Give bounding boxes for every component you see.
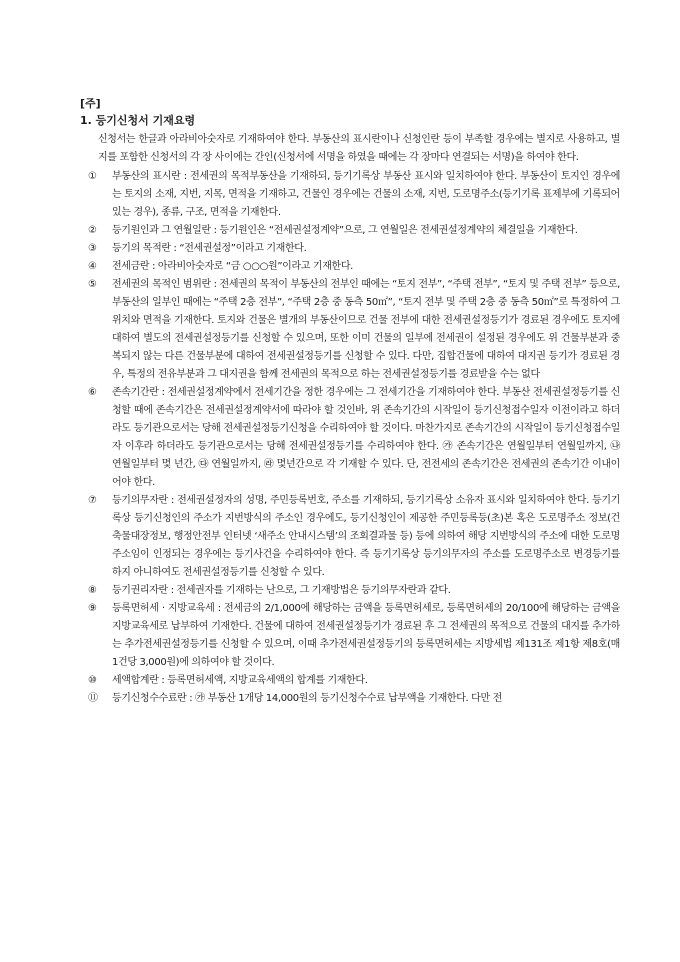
- list-item: [80, 672, 620, 690]
- intro-paragraph: 신청서는 한글과 아라비아숫자로 기재하여야 한다. 부동산의 표시란이나 신청인란 등이 부족할 경우에는 별지로 사용하고, 별지를 포함한 신청서의 각 장 사이에는 간인(신청서에 서명을 하였을 때에는 각 장마다 연결되는 서명)을 하여야 한다.: [98, 134, 620, 163]
- item-text: 등기신청수수료란 : ㉮ 부동산 1개당 14,000원의 등기신청수수료 납부액을 기재한다. 다만 전: [112, 693, 502, 704]
- item-text: 전세금란 : 아라비아숫자로 “금 ○○○원”이라고 기재한다.: [112, 261, 353, 272]
- list-item: [80, 276, 620, 384]
- item-text: 등기의 목적란 : “전세권설정”이라고 기재한다.: [112, 243, 307, 254]
- item-text: 등록면허세 · 지방교육세 : 전세금의 2/1,000에 해당하는 금액을 등록면허세로, 등록면허세의 20/100에 해당하는 금액을 지방교육세로 납부하여 기재한다. 건물에 대하여 전세권설정등기가 경료된 후 그 전세권의 목적으로 건물의 대지를 추가하는 추가전세권설정등기를 신청할 수 있으며, 이때 추가전세권설정등기의 등록면허세는 지방세법 제131조 제1항 제8호(매 1건당 3,000원)에 의하여야 할 것이다.: [112, 603, 620, 668]
- item-text: 존속기간란 : 전세권설정계약에서 전세기간을 정한 경우에는 그 전세기간을 기재하여야 한다. 부동산 전세권설정등기를 신청할 때에 존속기간은 전세권설정계약서에 따라야 할 것인바, 위 존속기간의 시작일이 등기신청접수일자 이전이라고 하더라도 등기관으로서는 당해 전세권설정등기신청을 수리하여야 할 것이다. 마찬가지로 존속기간의 시작일이 등기신청접수일자 이후라 하더라도 등기관으로서는 당해 전세권설정등기를 수리하여야 한다. ㉮ 존속기간은 연월일부터 연월일까지, ㉯ 연월일부터 몇 년간, ㉰ 연월일까지, ㉱ 몇년간으로 각 기재할 수 있다. 단, 전전세의 존속기간은 전세권의 존속기간 이내이어야 한다.: [112, 387, 620, 488]
- item-text: 등기원인과 그 연월일란 : 등기원인은 “전세권설정계약”으로, 그 연월일은 전세권설정계약의 체결일을 기재한다.: [112, 225, 578, 236]
- item-number: ⑤: [88, 279, 97, 290]
- list-item: [80, 600, 620, 672]
- item-number: ⑧: [88, 585, 97, 596]
- item-text: 전세권의 목적인 범위란 : 전세권의 목적이 부동산의 전부인 때에는 “토지 전부”, “주택 전부”, “토지 및 주택 전부” 등으로, 부동산의 일부인 때에는 “주택 2층 전부”, “주택 2층 중 동측 50㎡”, “토지 전부 및 주택 2층 중 동측 50㎡”로 특정하여 그 위치와 면적을 기재한다. 토지와 건물은 별개의 부동산이므로 건물 전부에 대한 전세권설정등기가 경료된 경우에도 토지에 대하여 별도의 전세권설정등기를 신청할 수 있으며, 또한 이미 건물의 일부에 전세권이 설정된 경우에도 위 건물부분과 중복되지 않는 다른 건물부분에 대하여 전세권설정등기를 신청할 수 있다. 다만, 집합건물에 대하여 대지권 등기가 경료된 경우, 특정의 전유부분과 그 대지권을 함께 전세권의 목적으로 하는 전세권설정등기를 경료받을 수는 없다: [112, 279, 620, 380]
- section-title: 1. 등기신청서 기재요령: [80, 114, 196, 127]
- item-text: 등기의무자란 : 전세권설정자의 성명, 주민등록번호, 주소를 기재하되, 등기기록상 소유자 표시와 일치하여야 한다. 등기기록상 등기신청인의 주소가 지번방식의 주소인 경우에도, 등기신청인이 제공한 주민등록등(초)본 혹은 도로명주소 정보(건축물대장정보, 행정안전부 인터넷 ‘새주소 안내시스템’의 조회결과물 등) 등에 의하여 해당 지번방식의 주소에 대한 도로명주소임이 인정되는 경우에는 등기사건을 수리하여야 한다. 즉 등기기록상 등기의무자의 주소를 도로명주소로 변경등기를 하지 아니하여도 전세권설정등기를 신청할 수 있다.: [112, 495, 620, 578]
- item-number: ⑪: [88, 693, 98, 704]
- list-item: [80, 582, 620, 600]
- item-text: 부동산의 표시란 : 전세권의 목적부동산을 기재하되, 등기기록상 부동산 표시와 일치하여야 한다. 부동산이 토지인 경우에는 토지의 소재, 지번, 지목, 면적을 기재하고, 건물인 경우에는 건물의 소재, 지번, 도로명주소(등기기록 표제부에 기록되어 있는 경우), 종류, 구조, 면적을 기재한다.: [112, 171, 620, 218]
- item-number: ⑦: [88, 495, 97, 506]
- list-item: [80, 222, 620, 240]
- item-number: ⑥: [88, 387, 97, 398]
- list-item: [80, 384, 620, 492]
- list-item: [80, 258, 620, 276]
- instruction-list: [80, 168, 620, 708]
- item-text: 등기권리자란 : 전세권자를 기재하는 난으로, 그 기재방법은 등기의무자란과 같다.: [112, 585, 451, 596]
- item-number: ⑩: [88, 675, 97, 686]
- list-item: [80, 168, 620, 222]
- list-item: [80, 240, 620, 258]
- item-number: ②: [88, 225, 97, 236]
- note-label: [주]: [80, 97, 101, 110]
- item-text: 세액합계란 : 등록면허세액, 지방교육세액의 합계를 기재한다.: [112, 675, 368, 686]
- item-number: ⑨: [88, 603, 97, 614]
- item-number: ④: [88, 261, 97, 272]
- item-number: ③: [88, 243, 97, 254]
- list-item: [80, 492, 620, 582]
- list-item: [80, 690, 620, 708]
- item-number: ①: [88, 171, 97, 182]
